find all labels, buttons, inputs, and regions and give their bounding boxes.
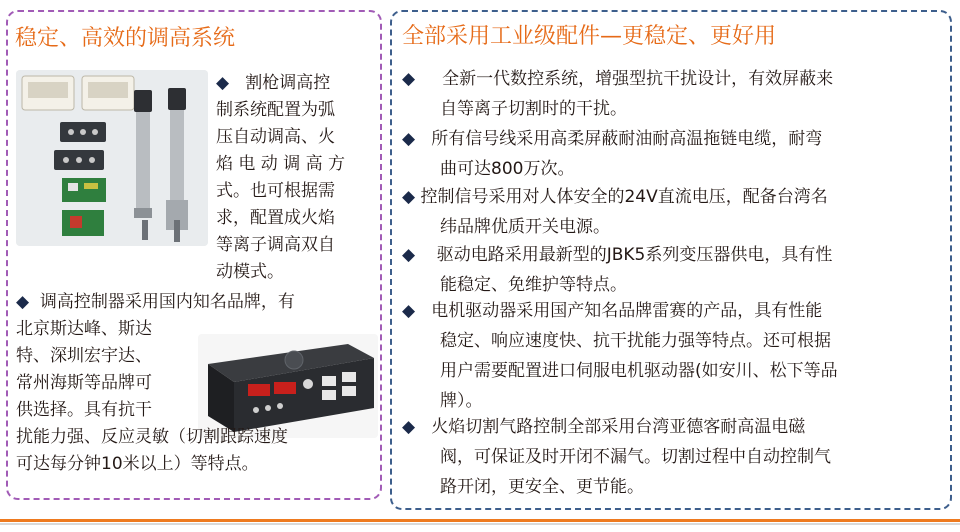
text-line: 扰能力强、反应灵敏（切割跟踪速度 [16,427,288,447]
text-line: 电机驱动器采用国产知名品牌雷赛的产品，具有性能 [431,301,823,321]
text-line: 阀，可保证及时开闭不漏气。切割过程中自动控制气 [440,447,831,467]
feature-item-6 [402,412,948,502]
feature-item-3 [402,182,948,242]
bullet-diamond-icon: ◆ [402,245,416,265]
text-line: 牌）。 [440,391,483,411]
footer-gray-rule [0,523,960,525]
text-line: 式。也可根据需 [216,181,335,201]
feature-item-5 [402,296,948,416]
text-line: 制系统配置为弧 [216,100,335,120]
bullet-diamond-icon: ◆ [402,301,416,321]
text-line: 割枪调高控 [245,73,331,93]
footer-orange-rule [0,519,960,522]
height-controller-photo [16,70,208,246]
bullet-diamond-icon: ◆ [402,187,416,207]
feature-item-1 [402,64,948,124]
bullet-diamond-icon: ◆ [402,129,416,149]
text-line: 稳定、响应速度快、抗干扰能力强等特点。还可根据 [440,331,831,351]
text-line: 所有信号线采用高柔屏蔽耐油耐高温拖链电缆，耐弯 [431,129,823,149]
text-line: 全新一代数控系统，增强型抗干扰设计，有效屏蔽来 [442,69,834,89]
text-line: 特、深圳宏宇达、 [16,346,152,366]
text-line: 可达每分钟10米以上）等特点。 [16,454,259,474]
text-line: 路开闭，更安全、更节能。 [440,477,644,497]
text-line: 曲可达800万次。 [440,159,575,179]
text-line: 能稳定、免维护等特点。 [440,275,627,295]
left-panel-title: 稳定、高效的调高系统 [15,26,236,51]
text-line: 驱动电路采用最新型的JBK5系列变压器供电，具有性 [436,245,833,265]
bullet-diamond-icon: ◆ [16,292,30,312]
text-line: 求，配置成火焰 [216,208,335,228]
text-line: 压自动调高、火 [216,127,335,147]
bullet-diamond-icon: ◆ [402,69,416,89]
bullet-diamond-icon: ◆ [216,73,230,93]
left-paragraph-2 [16,289,380,478]
text-line: 自等离子切割时的干扰。 [440,99,627,119]
text-line: 供选择。具有抗干 [16,400,152,420]
text-line: 焰 电 动 调 高 方 [216,154,346,174]
text-line: 控制信号采用对人体安全的24V直流电压，配备台湾名 [420,187,828,207]
right-panel-title: 全部采用工业级配件—更稳定、更好用 [402,24,777,49]
feature-item-2 [402,124,948,184]
text-line: 等离子调高双自 [216,235,335,255]
text-line: 动模式。 [216,262,284,282]
text-line: 北京斯达峰、斯达 [16,319,152,339]
text-line: 调高控制器采用国内知名品牌，有 [39,292,295,312]
text-line: 火焰切割气路控制全部采用台湾亚德客耐高温电磁 [431,417,806,437]
left-paragraph-1 [216,70,380,286]
text-line: 用户需要配置进口伺服电机驱动器(如安川、松下等品 [440,361,838,381]
bullet-diamond-icon: ◆ [402,417,416,437]
feature-item-4 [402,240,948,300]
text-line: 常州海斯等品牌可 [16,373,152,393]
text-line: 纬品牌优质开关电源。 [440,217,610,237]
